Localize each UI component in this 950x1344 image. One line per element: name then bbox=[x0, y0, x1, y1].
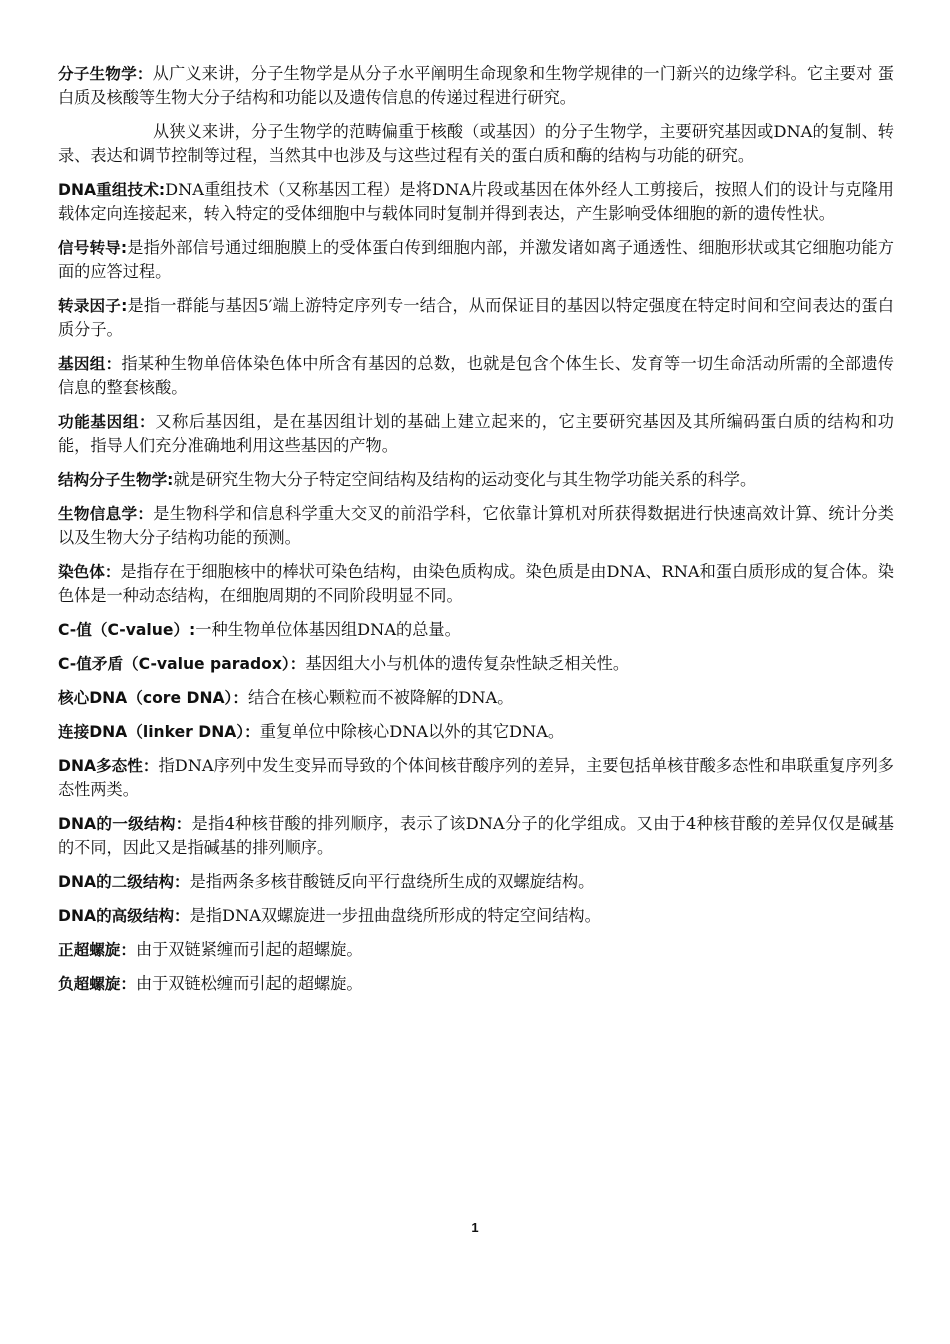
entry-term: DNA多态性 bbox=[58, 757, 143, 775]
entry-term: DNA的高级结构 bbox=[58, 907, 175, 925]
entry-separator: ： bbox=[232, 689, 248, 707]
entry-definition: 是指DNA双螺旋进一步扭曲盘绕所形成的特定空间结构。 bbox=[189, 906, 601, 925]
glossary-entry bbox=[58, 904, 894, 928]
entry-term: 结构分子生物学 bbox=[58, 471, 168, 489]
entry-term: 信号转导 bbox=[58, 239, 121, 257]
entry-term: 负超螺旋 bbox=[58, 975, 121, 993]
glossary-entry bbox=[58, 618, 894, 642]
glossary-entry bbox=[58, 652, 894, 676]
entry-separator: ： bbox=[244, 723, 260, 741]
entry-definition: 重复单位中除核心DNA以外的其它DNA。 bbox=[259, 722, 565, 741]
glossary-entry bbox=[58, 410, 894, 458]
entry-separator: : bbox=[158, 181, 166, 199]
entry-separator: ： bbox=[289, 655, 306, 673]
entry-definition: 是指一群能与基因5′端上游特定序列专一结合，从而保证目的基因以特定强度在特定时间和空间表达的蛋白质分子。 bbox=[58, 296, 894, 339]
entry-separator: ： bbox=[120, 941, 136, 959]
glossary-entry bbox=[58, 468, 894, 492]
glossary-entry bbox=[58, 502, 894, 550]
entry-term: 核心DNA（core DNA） bbox=[58, 689, 233, 707]
document-page bbox=[58, 62, 894, 1006]
entry-separator: : bbox=[121, 297, 128, 315]
entry-definition: 就是研究生物大分子特定空间结构及结构的运动变化与其生物学功能关系的科学。 bbox=[173, 470, 757, 489]
entry-term: 转录因子 bbox=[58, 297, 122, 315]
entry-separator: ： bbox=[120, 975, 136, 993]
entry-term: 染色体 bbox=[58, 563, 105, 581]
entry-separator: ： bbox=[105, 355, 122, 373]
entry-term: DNA的二级结构 bbox=[58, 873, 175, 891]
glossary-entry bbox=[58, 294, 894, 342]
glossary-entry bbox=[58, 178, 894, 226]
glossary-entry bbox=[58, 236, 894, 284]
entry-term: 分子生物学 bbox=[58, 65, 137, 83]
entry-definition: 一种生物单位体基因组DNA的总量。 bbox=[195, 620, 461, 639]
entry-definition: 是指外部信号通过细胞膜上的受体蛋白传到细胞内部，并激发诸如离子通透性、细胞形状或其它细胞功能方面的应答过程。 bbox=[58, 238, 894, 281]
entry-separator: ： bbox=[136, 65, 153, 83]
entry-term: DNA重组技术 bbox=[58, 181, 159, 199]
glossary-entry bbox=[58, 352, 894, 400]
entry-separator: ： bbox=[139, 413, 156, 431]
entry-definition: DNA重组技术（又称基因工程）是将DNA片段或基因在体外经人工剪接后，按照人们的设计与克隆用载体定向连接起来，转入特定的受体细胞中与载体同时复制并得到表达，产生影响受体细胞的新的遗传性状。 bbox=[58, 180, 894, 223]
entry-separator: : bbox=[120, 239, 128, 257]
entry-definition: 是生物科学和信息科学重大交叉的前沿学科，它依靠计算机对所获得数据进行快速高效计算、统计分类以及生物大分子结构功能的预测。 bbox=[58, 504, 894, 547]
glossary-entry-continuation bbox=[58, 120, 894, 168]
entry-definition: 又称后基因组，是在基因组计划的基础上建立起来的，它主要研究基因及其所编码蛋白质的结构和功能，指导人们充分准确地利用这些基因的产物。 bbox=[58, 412, 894, 455]
entry-definition: 由于双链松缠而引起的超螺旋。 bbox=[136, 974, 363, 993]
page-number: 1 bbox=[471, 1220, 479, 1235]
entry-definition: 从狭义来讲，分子生物学的范畴偏重于核酸（或基因）的分子生物学，主要研究基因或DNA的复制、转录、表达和调节控制等过程，当然其中也涉及与这些过程有关的蛋白质和酶的结构与功能的研究。 bbox=[58, 122, 894, 165]
entry-separator: : bbox=[189, 621, 196, 639]
entry-definition: 是指两条多核苷酸链反向平行盘绕所生成的双螺旋结构。 bbox=[189, 872, 595, 891]
entry-separator: ： bbox=[174, 873, 190, 891]
entry-separator: ： bbox=[137, 505, 154, 523]
entry-term: 基因组 bbox=[58, 355, 106, 373]
entry-definition: 由于双链紧缠而引起的超螺旋。 bbox=[136, 940, 363, 959]
entry-separator: : bbox=[167, 471, 174, 489]
entry-term: 功能基因组 bbox=[58, 413, 140, 431]
entry-term: DNA的一级结构 bbox=[58, 815, 176, 833]
glossary-entry bbox=[58, 870, 894, 894]
glossary-entry bbox=[58, 560, 894, 608]
entry-separator: ： bbox=[142, 757, 159, 775]
glossary-entry bbox=[58, 972, 894, 996]
entry-definition: 基因组大小与机体的遗传复杂性缺乏相关性。 bbox=[305, 654, 630, 673]
entry-separator: ： bbox=[175, 815, 192, 833]
entry-definition: 指某种生物单倍体染色体中所含有基因的总数，也就是包含个体生长、发育等一切生命活动所需的全部遗传信息的整套核酸。 bbox=[58, 354, 894, 397]
glossary-entry bbox=[58, 812, 894, 860]
glossary-entry bbox=[58, 754, 894, 802]
entry-definition: 是指4种核苷酸的排列顺序，表示了该DNA分子的化学组成。又由于4种核苷酸的差异仅仅是碱基的不同，因此又是指碱基的排列顺序。 bbox=[58, 814, 894, 857]
entry-separator: ： bbox=[174, 907, 190, 925]
entry-term: 正超螺旋 bbox=[58, 941, 121, 959]
entry-term: 连接DNA（linker DNA） bbox=[58, 723, 245, 741]
glossary-entry bbox=[58, 938, 894, 962]
entry-definition: 是指存在于细胞核中的棒状可染色结构，由染色质构成。染色质是由DNA、RNA和蛋白质形成的复合体。染色体是一种动态结构，在细胞周期的不同阶段明显不同。 bbox=[58, 562, 894, 605]
glossary-entry bbox=[58, 686, 894, 710]
glossary-entry bbox=[58, 720, 894, 744]
glossary-entry bbox=[58, 62, 894, 110]
entry-term: 生物信息学 bbox=[58, 505, 138, 523]
entry-definition: 从广义来讲，分子生物学是从分子水平阐明生命现象和生物学规律的一门新兴的边缘学科。它主要对 蛋白质及核酸等生物大分子结构和功能以及遗传信息的传递过程进行研究。 bbox=[58, 64, 894, 107]
entry-term: C-值（C-value） bbox=[58, 621, 190, 639]
entry-definition: 结合在核心颗粒而不被降解的DNA。 bbox=[247, 688, 514, 707]
entry-definition: 指DNA序列中发生变异而导致的个体间核苷酸序列的差异，主要包括单核苷酸多态性和串联重复序列多态性两类。 bbox=[58, 756, 894, 799]
entry-separator: ： bbox=[104, 563, 121, 581]
entry-term: C-值矛盾（C-value paradox） bbox=[58, 655, 290, 673]
